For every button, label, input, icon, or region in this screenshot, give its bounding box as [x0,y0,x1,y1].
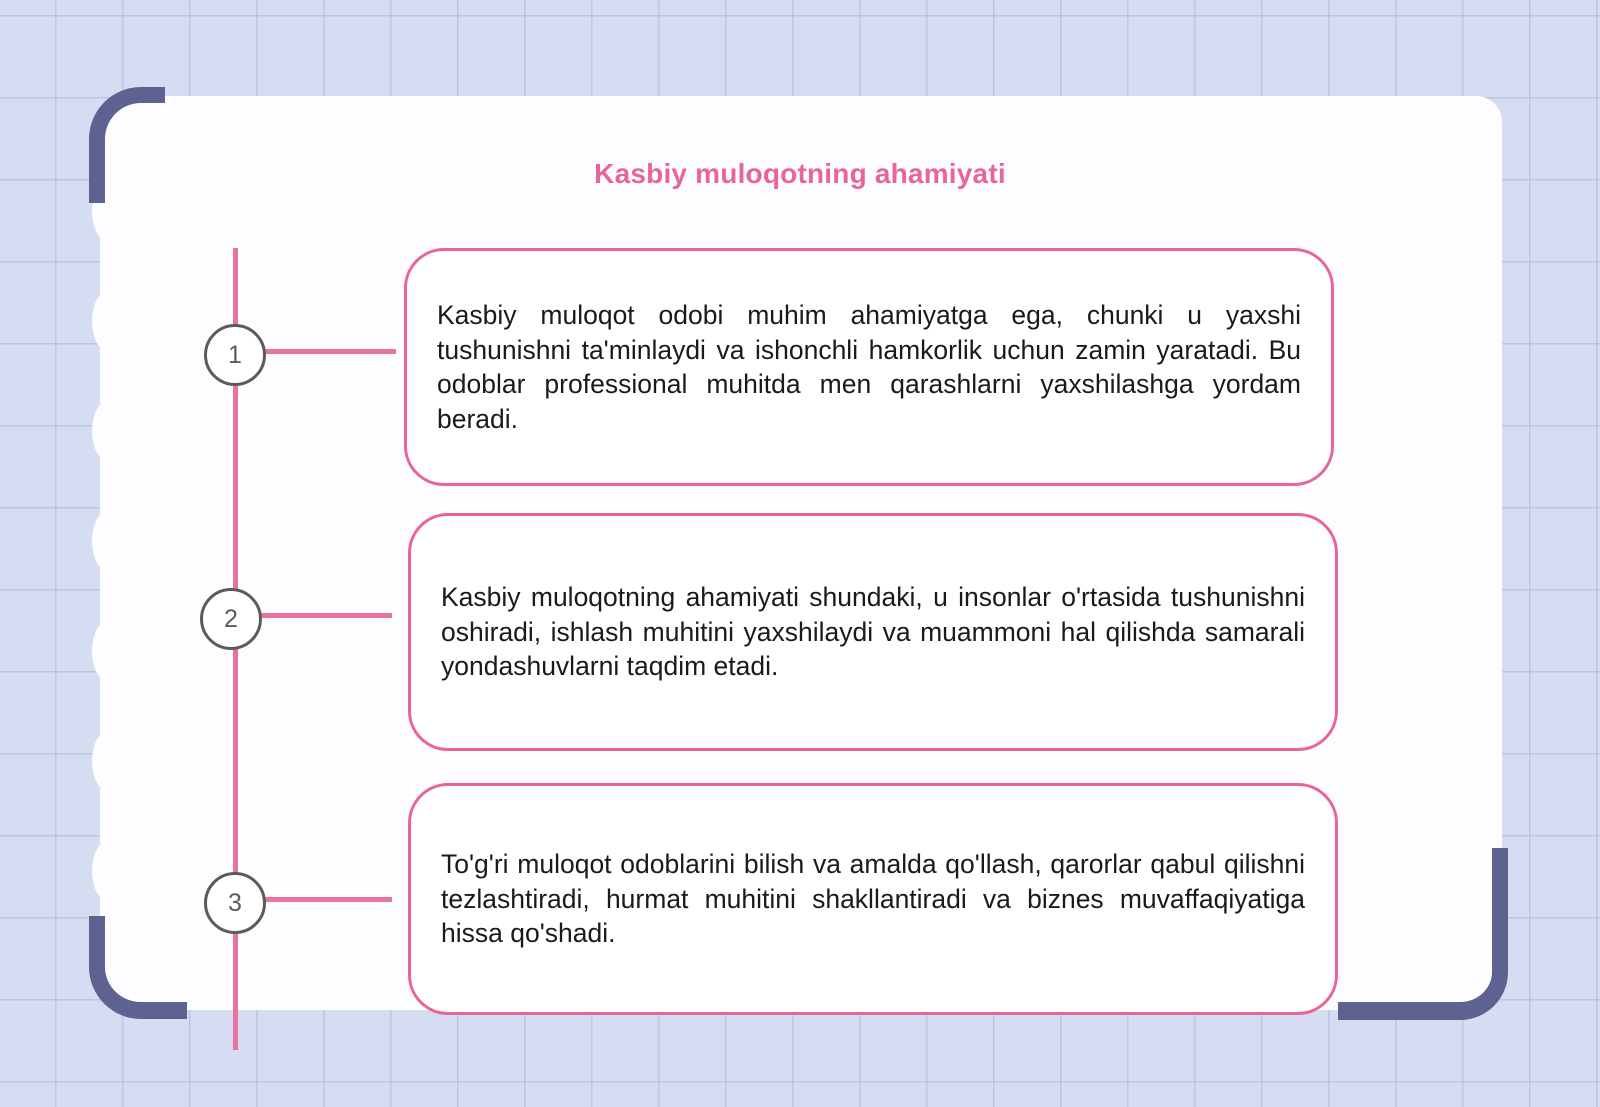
card-scallop [92,510,126,572]
connector-line-1 [264,349,396,354]
corner-bracket-bottom-left [89,916,187,1019]
step-box-2 [408,513,1338,751]
step-box-3 [408,783,1338,1015]
step-text-3: To'g'ri muloqot odoblarini bilish va amalda qo'llash, qarorlar qabul qilishni tezlashtiradi, hurmat muhitini shakllantiradi va biznes muvaffaqiyatiga hissa qo'shadi. [441,849,1305,949]
corner-bracket-bottom-right [1338,848,1508,1020]
card-scallop [92,620,126,682]
card-scallop [92,400,126,462]
page-title: Kasbiy muloqotning ahamiyati [594,158,1006,189]
connector-line-3 [264,897,392,902]
connector-line-2 [260,613,392,618]
step-text-2: Kasbiy muloqotning ahamiyati shundaki, u insonlar o'rtasida tushunishni oshiradi, ishlash muhitini yaxshilaydi va muammoni hal qilishda samarali yondashuvlarni taqdim etadi. [441,582,1305,682]
card-scallop [92,730,126,792]
step-number-3: 3 [204,872,266,934]
step-number-2: 2 [200,588,262,650]
step-text-1: Kasbiy muloqot odobi muhim ahamiyatga ega, chunki u yaxshi tushunishni ta'minlaydi va ishonchli hamkorlik uchun zamin yaratadi. Bu odoblar professional muhitda men qarashlarni yaxshilashga yordam beradi. [437,300,1301,434]
corner-bracket-top-left [89,87,165,203]
step-box-1 [404,248,1334,486]
step-number-1: 1 [204,324,266,386]
card-scallop [92,290,126,352]
card-scallop [92,840,126,902]
